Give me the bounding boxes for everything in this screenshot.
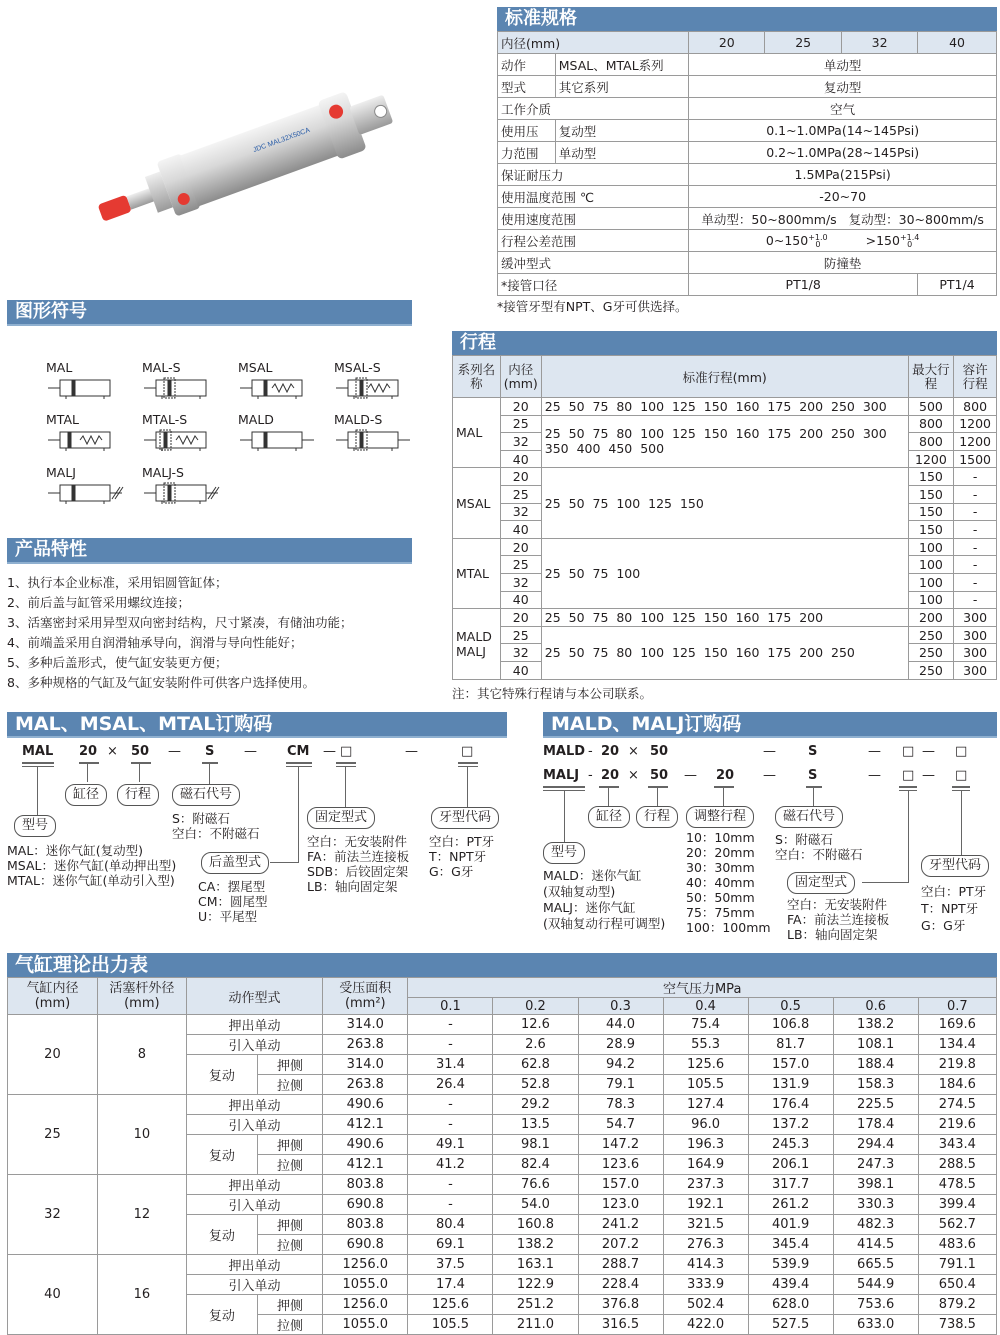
table-cell: 1256.0 — [323, 1295, 408, 1315]
table-cell: 206.1 — [748, 1155, 833, 1175]
table-cell: 引入单动 — [186, 1115, 322, 1135]
order2-mag-desc: S：附磁石 空白：不附磁石 — [775, 832, 863, 862]
feature-item: 4、前端盖采用自润滑轴承导向，润滑与导向性能好； — [7, 635, 303, 650]
table-row — [8, 1255, 997, 1275]
table-cell: 138.2 — [833, 1015, 918, 1035]
symbol-label: MSAL — [238, 360, 273, 375]
table-cell: 复动 — [186, 1295, 257, 1335]
table-cell: 225.5 — [833, 1095, 918, 1115]
table-cell: 263.8 — [323, 1035, 408, 1055]
table-cell: 26.4 — [408, 1075, 493, 1095]
table-cell: 422.0 — [663, 1315, 748, 1335]
table-cell: 219.8 — [918, 1055, 996, 1075]
table-cell: 376.8 — [578, 1295, 663, 1315]
table-cell: 拉侧 — [257, 1315, 322, 1335]
table-cell: 137.2 — [748, 1115, 833, 1135]
table-cell: 押侧 — [257, 1215, 322, 1235]
features-title: 产品特性 — [7, 538, 412, 562]
product-label: JDC MAL32X50CA — [252, 126, 311, 155]
table-cell: 123.6 — [578, 1155, 663, 1175]
table-cell: 123.0 — [578, 1195, 663, 1215]
table-cell: 399.4 — [918, 1195, 996, 1215]
order1-mag-box: 磁石代号 — [172, 784, 240, 806]
order2-bore-box: 缸径 — [588, 806, 630, 828]
order2-thread-box: 牙型代码 — [921, 855, 989, 877]
force-title: 气缸理论出力表 — [7, 953, 997, 977]
table-cell: 49.1 — [408, 1135, 493, 1155]
table-cell: 12 — [97, 1175, 186, 1255]
table-cell: - — [408, 1175, 493, 1195]
table-cell: 1055.0 — [323, 1275, 408, 1295]
symbols-title: 图形符号 — [7, 300, 412, 324]
table-cell: 16 — [97, 1255, 186, 1335]
symbol-label: MTAL-S — [142, 412, 188, 427]
order2-mag-box: 磁石代号 — [775, 806, 843, 828]
table-cell: 738.5 — [918, 1315, 996, 1335]
table-cell: 207.2 — [578, 1235, 663, 1255]
table-cell: 复动 — [186, 1215, 257, 1255]
table-cell: 314.0 — [323, 1055, 408, 1075]
table-cell: 81.7 — [748, 1035, 833, 1055]
table-cell: 78.3 — [578, 1095, 663, 1115]
table-cell: 127.4 — [663, 1095, 748, 1115]
table-cell: 665.5 — [833, 1255, 918, 1275]
table-cell: 105.5 — [663, 1075, 748, 1095]
table-cell: 261.2 — [748, 1195, 833, 1215]
table-cell: 157.0 — [578, 1175, 663, 1195]
table-cell: 94.2 — [578, 1055, 663, 1075]
table-row — [8, 1095, 997, 1115]
symbol-mtal-s — [142, 412, 232, 456]
table-cell: 628.0 — [748, 1295, 833, 1315]
spec-note: *接管牙型有NPT、G牙可供选择。 — [497, 299, 688, 314]
spec-title: 标准规格 — [497, 7, 997, 31]
table-cell: 147.2 — [578, 1135, 663, 1155]
order1-mount-box: 固定型式 — [307, 807, 375, 829]
table-cell: 490.6 — [323, 1135, 408, 1155]
symbol-mtal — [46, 412, 136, 456]
table-cell: 1055.0 — [323, 1315, 408, 1335]
table-cell: 37.5 — [408, 1255, 493, 1275]
table-cell: 439.4 — [748, 1275, 833, 1295]
feature-item: 2、前后盖与缸管采用螺纹连接； — [7, 595, 190, 610]
table-cell: 押侧 — [257, 1295, 322, 1315]
table-cell: 527.5 — [748, 1315, 833, 1335]
table-cell: 211.0 — [493, 1315, 578, 1335]
table-cell: 96.0 — [663, 1115, 748, 1135]
table-cell: 引入单动 — [186, 1195, 322, 1215]
table-cell: 1256.0 — [323, 1255, 408, 1275]
symbol-msal-s — [334, 360, 424, 404]
table-cell: 52.8 — [493, 1075, 578, 1095]
spec-table: 内径(mm) 20 25 32 40 动作 MSAL、MTAL系列 单动型 型式 其它系列 复动型 工作介质 空气 使用压 复动型 0.1~1.0MPa(14~145Psi) 力范围 单动型 0.2~1.0MPa(28~145Psi) 保证耐压力 1.5MPa(215Psi) 使用温度范围 ℃ -20~70 使用速度范围 单动型：50~800mm/s 复动型：30~800mm/s 行程公差范围 0~150 +1.0 0 >150 +1.4 0 缓冲型式 防撞垫 *接管口径 PT1/8 PT1/4 — [497, 31, 997, 296]
table-cell: 412.1 — [323, 1115, 408, 1135]
table-cell: 125.6 — [408, 1295, 493, 1315]
table-cell: 879.2 — [918, 1295, 996, 1315]
table-cell: 690.8 — [323, 1235, 408, 1255]
table-cell: 131.9 — [748, 1075, 833, 1095]
symbol-label: MALD — [238, 412, 274, 427]
table-cell: 69.1 — [408, 1235, 493, 1255]
pressure-header: 0.3 — [578, 998, 663, 1015]
symbol-mald-s — [334, 412, 424, 456]
order2-title: MALD、MALJ订购码 — [543, 712, 997, 736]
symbol-label: MALD-S — [334, 412, 383, 427]
table-cell: 105.5 — [408, 1315, 493, 1335]
table-cell: 押出单动 — [186, 1175, 322, 1195]
order2-model-desc: MALD：迷你气缸 (双轴复动型) MALJ：迷你气缸 (双轴复动行程可调型) — [543, 868, 666, 931]
pressure-header: 0.5 — [748, 998, 833, 1015]
order1-mount-desc: 空白：无安装附件 FA：前法兰连接板 SDB：后铰固定架 LB：轴向固定架 — [307, 834, 410, 894]
table-cell: 引入单动 — [186, 1035, 322, 1055]
symbol-label: MAL-S — [142, 360, 181, 375]
table-cell: 192.1 — [663, 1195, 748, 1215]
table-cell: 125.6 — [663, 1055, 748, 1075]
table-cell: 157.0 — [748, 1055, 833, 1075]
table-cell: 228.4 — [578, 1275, 663, 1295]
table-cell: 633.0 — [833, 1315, 918, 1335]
table-cell: 拉侧 — [257, 1155, 322, 1175]
table-cell: 复动 — [186, 1135, 257, 1175]
symbol-msal — [238, 360, 328, 404]
order1-thread-box: 牙型代码 — [431, 807, 499, 829]
stroke-note: 注：其它特殊行程请与本公司联系。 — [452, 686, 653, 701]
table-cell: 650.4 — [918, 1275, 996, 1295]
order1-bore-box: 缸径 — [65, 784, 107, 806]
table-cell: 13.5 — [493, 1115, 578, 1135]
table-cell: 31.4 — [408, 1055, 493, 1075]
table-cell: 拉侧 — [257, 1075, 322, 1095]
table-cell: 82.4 — [493, 1155, 578, 1175]
order2-mount-box: 固定型式 — [787, 872, 855, 894]
order1-model-box: 型号 — [14, 815, 56, 837]
table-cell: 294.4 — [833, 1135, 918, 1155]
table-cell: 163.1 — [493, 1255, 578, 1275]
table-cell: 32 — [8, 1175, 98, 1255]
table-cell: 25 — [8, 1095, 98, 1175]
table-cell: 拉侧 — [257, 1235, 322, 1255]
order2-model-box: 型号 — [543, 842, 585, 864]
table-cell: 54.7 — [578, 1115, 663, 1135]
table-cell: 41.2 — [408, 1155, 493, 1175]
table-cell: 75.4 — [663, 1015, 748, 1035]
table-cell: 176.4 — [748, 1095, 833, 1115]
order2-mount-desc: 空白：无安装附件 FA：前法兰连接板 LB：轴向固定架 — [787, 897, 890, 942]
table-cell: 263.8 — [323, 1075, 408, 1095]
table-cell: 29.2 — [493, 1095, 578, 1115]
features-list — [7, 573, 352, 693]
table-cell: 276.3 — [663, 1235, 748, 1255]
table-cell: 12.6 — [493, 1015, 578, 1035]
table-cell: 押出单动 — [186, 1095, 322, 1115]
table-cell: 412.1 — [323, 1155, 408, 1175]
table-cell: 330.3 — [833, 1195, 918, 1215]
table-cell: 690.8 — [323, 1195, 408, 1215]
table-cell: - — [408, 1015, 493, 1035]
stroke-table: 系列名称 内径(mm) 标准行程(mm) 最大行程 容许行程 MAL 20 25 50 75 80 100 125 150 160 175 200 250 300 500 800 25 25 50 75 80 100 125 150 160 175 200 250 300 350 400 450 500 800 1200 32 800 1200 40 1200 1500 MSAL 20 25 50 75 100 125 150 150 - 25 150 - 32 150 - 40 150 - MTAL 20 25 50 75 100 100 - 25 100 - 32 100 - 40 100 - MALD MALJ 20 25 50 75 80 100 125 150 160 175 200 200 300 25 25 50 75 80 100 125 150 160 175 200 250 250 300 32 250 300 40 250 300 — [452, 355, 997, 680]
table-cell: 106.8 — [748, 1015, 833, 1035]
symbol-mald — [238, 412, 328, 456]
order2-adj-box: 调整行程 — [686, 806, 754, 828]
table-cell: 562.7 — [918, 1215, 996, 1235]
table-cell: 753.6 — [833, 1295, 918, 1315]
table-cell: 317.7 — [748, 1175, 833, 1195]
table-cell: 314.0 — [323, 1015, 408, 1035]
table-cell: 98.1 — [493, 1135, 578, 1155]
table-cell: 54.0 — [493, 1195, 578, 1215]
cylinder-product-image — [80, 80, 430, 230]
symbol-malj — [46, 465, 136, 509]
order2-stroke-box: 行程 — [636, 806, 678, 828]
pressure-header: 0.6 — [833, 998, 918, 1015]
table-cell: 345.4 — [748, 1235, 833, 1255]
table-cell: 55.3 — [663, 1035, 748, 1055]
table-cell: 196.3 — [663, 1135, 748, 1155]
pressure-header: 0.4 — [663, 998, 748, 1015]
table-cell: 134.4 — [918, 1035, 996, 1055]
table-cell: 544.9 — [833, 1275, 918, 1295]
feature-item: 1、执行本企业标准，采用铝圆管缸体； — [7, 575, 228, 590]
table-cell: - — [408, 1115, 493, 1135]
order1-title: MAL、MSAL、MTAL订购码 — [7, 712, 507, 736]
table-row — [8, 1175, 997, 1195]
table-cell: 245.3 — [748, 1135, 833, 1155]
table-cell: 160.8 — [493, 1215, 578, 1235]
order2-thread-desc: 空白：PT牙 T：NPT牙 G：G牙 — [921, 884, 987, 933]
table-cell: 288.7 — [578, 1255, 663, 1275]
table-cell: 502.4 — [663, 1295, 748, 1315]
table-cell: 44.0 — [578, 1015, 663, 1035]
table-cell: 引入单动 — [186, 1275, 322, 1295]
order1-stroke-box: 行程 — [117, 784, 159, 806]
symbol-mal-s — [142, 360, 232, 404]
pressure-header: 0.7 — [918, 998, 996, 1015]
pressure-header: 0.2 — [493, 998, 578, 1015]
table-cell: 40 — [8, 1255, 98, 1335]
table-cell: 414.5 — [833, 1235, 918, 1255]
order1-rear-desc: CA：摆尾型 CM：圆尾型 U：平尾型 — [198, 879, 268, 924]
order1-mag-desc: S：附磁石 空白：不附磁石 — [172, 811, 260, 841]
table-cell: 482.3 — [833, 1215, 918, 1235]
order1-thread-desc: 空白：PT牙 T：NPT牙 G：G牙 — [429, 834, 495, 879]
table-cell: 321.5 — [663, 1215, 748, 1235]
table-cell: 251.2 — [493, 1295, 578, 1315]
table-cell: 164.9 — [663, 1155, 748, 1175]
order1-rear-box: 后盖型式 — [201, 852, 269, 874]
table-cell: 169.6 — [918, 1015, 996, 1035]
table-cell: 803.8 — [323, 1175, 408, 1195]
table-cell: 138.2 — [493, 1235, 578, 1255]
table-cell: 288.5 — [918, 1155, 996, 1175]
table-cell: 79.1 — [578, 1075, 663, 1095]
table-cell: 184.6 — [918, 1075, 996, 1095]
table-cell: 241.2 — [578, 1215, 663, 1235]
table-cell: 押出单动 — [186, 1015, 322, 1035]
table-cell: 398.1 — [833, 1175, 918, 1195]
table-cell: 2.6 — [493, 1035, 578, 1055]
table-cell: 28.9 — [578, 1035, 663, 1055]
table-row — [8, 1015, 997, 1035]
table-cell: 414.3 — [663, 1255, 748, 1275]
table-cell: 62.8 — [493, 1055, 578, 1075]
table-cell: 237.3 — [663, 1175, 748, 1195]
table-cell: 478.5 — [918, 1175, 996, 1195]
table-cell: 158.3 — [833, 1075, 918, 1095]
table-cell: 803.8 — [323, 1215, 408, 1235]
table-cell: 17.4 — [408, 1275, 493, 1295]
order1-model-desc: MAL：迷你气缸(复动型) MSAL：迷你气缸(单动押出型) MTAL：迷你气缸(单动引入型) — [7, 843, 177, 888]
table-cell: 76.6 — [493, 1175, 578, 1195]
symbol-malj-s — [142, 465, 232, 509]
table-cell: 401.9 — [748, 1215, 833, 1235]
table-cell: 8 — [97, 1015, 186, 1095]
symbol-label: MALJ — [46, 465, 76, 480]
table-cell: 押侧 — [257, 1135, 322, 1155]
table-cell: 343.4 — [918, 1135, 996, 1155]
table-cell: 108.1 — [833, 1035, 918, 1055]
table-cell: 483.6 — [918, 1235, 996, 1255]
table-cell: 押出单动 — [186, 1255, 322, 1275]
table-cell: 188.4 — [833, 1055, 918, 1075]
order2-adj-desc: 10：10mm 20：20mm 30：30mm 40：40mm 50：50mm 75：75mm 100：100mm — [686, 830, 771, 935]
table-cell: 80.4 — [408, 1215, 493, 1235]
table-cell: 122.9 — [493, 1275, 578, 1295]
table-cell: 20 — [8, 1015, 98, 1095]
stroke-title: 行程 — [452, 331, 997, 355]
table-cell: 539.9 — [748, 1255, 833, 1275]
force-table: 气缸内径(mm) 活塞杆外径(mm) 动作型式 受压面积(mm²) 空气压力MPa 0.1 0.2 0.3 0.4 0.5 0.6 0.7 20 8 押出单动 314.0 - 12.6 44.0 75.4 106.8 138.2 169.6 引入单动 263.8 - 2.6 28.9 55.3 81.7 108.1 134.4 复动 押侧 314.0 31.4 62.8 94.2 125.6 157.0 188.4 219.8 拉侧 263.8 26.4 52.8 79.1 105.5 131.9 158.3 184.6 25 10 押出单动 490.6 - 29.2 78.3 127.4 176.4 225.5 274.5 引入单动 412.1 - 13.5 54.7 96.0 137.2 178.4 219.6 复动 押侧 490.6 49.1 98.1 147.2 196.3 245.3 294.4 343.4 拉侧 412.1 41.2 82.4 123.6 164.9 206.1 247.3 288.5 32 12 押出单动 803.8 - 76.6 157.0 237.3 317.7 398.1 478.5 引入单动 690.8 - 54.0 123.0 192.1 261.2 330.3 399.4 复动 押侧 803.8 80.4 160.8 241.2 321.5 401.9 482.3 562.7 拉侧 690.8 69.1 138.2 207.2 276.3 345.4 414.5 483.6 40 16 押出单动 1256.0 37.5 163.1 288.7 414.3 539.9 665.5 791.1 引入单动 1055.0 17.4 122.9 228.4 333.9 439.4 544.9 650.4 复动 押侧 1256.0 125.6 251.2 376.8 502.4 628.0 753.6 879.2 拉侧 1055.0 105.5 211.0 316.5 422.0 527.5 633.0 738.5 — [7, 977, 997, 1335]
table-cell: 复动 — [186, 1055, 257, 1095]
table-cell: - — [408, 1095, 493, 1115]
feature-item: 5、多种后盖形式，使气缸安装更方便； — [7, 655, 228, 670]
table-cell: 274.5 — [918, 1095, 996, 1115]
symbol-label: MTAL — [46, 412, 79, 427]
symbol-label: MALJ-S — [142, 465, 184, 480]
table-cell: 490.6 — [323, 1095, 408, 1115]
table-cell: 押侧 — [257, 1055, 322, 1075]
symbol-label: MSAL-S — [334, 360, 381, 375]
table-cell: 178.4 — [833, 1115, 918, 1135]
pressure-header: 0.1 — [408, 998, 493, 1015]
feature-item: 3、活塞密封采用异型双向密封结构，尺寸紧凑，有储油功能； — [7, 615, 353, 630]
symbol-mal — [46, 360, 136, 404]
table-cell: 247.3 — [833, 1155, 918, 1175]
symbol-label: MAL — [46, 360, 73, 375]
feature-item: 8、多种规格的气缸及气缸安装附件可供客户选择使用。 — [7, 675, 315, 690]
table-cell: - — [408, 1195, 493, 1215]
table-cell: 219.6 — [918, 1115, 996, 1135]
table-cell: 791.1 — [918, 1255, 996, 1275]
table-cell: 316.5 — [578, 1315, 663, 1335]
table-cell: 333.9 — [663, 1275, 748, 1295]
table-cell: - — [408, 1035, 493, 1055]
table-cell: 10 — [97, 1095, 186, 1175]
